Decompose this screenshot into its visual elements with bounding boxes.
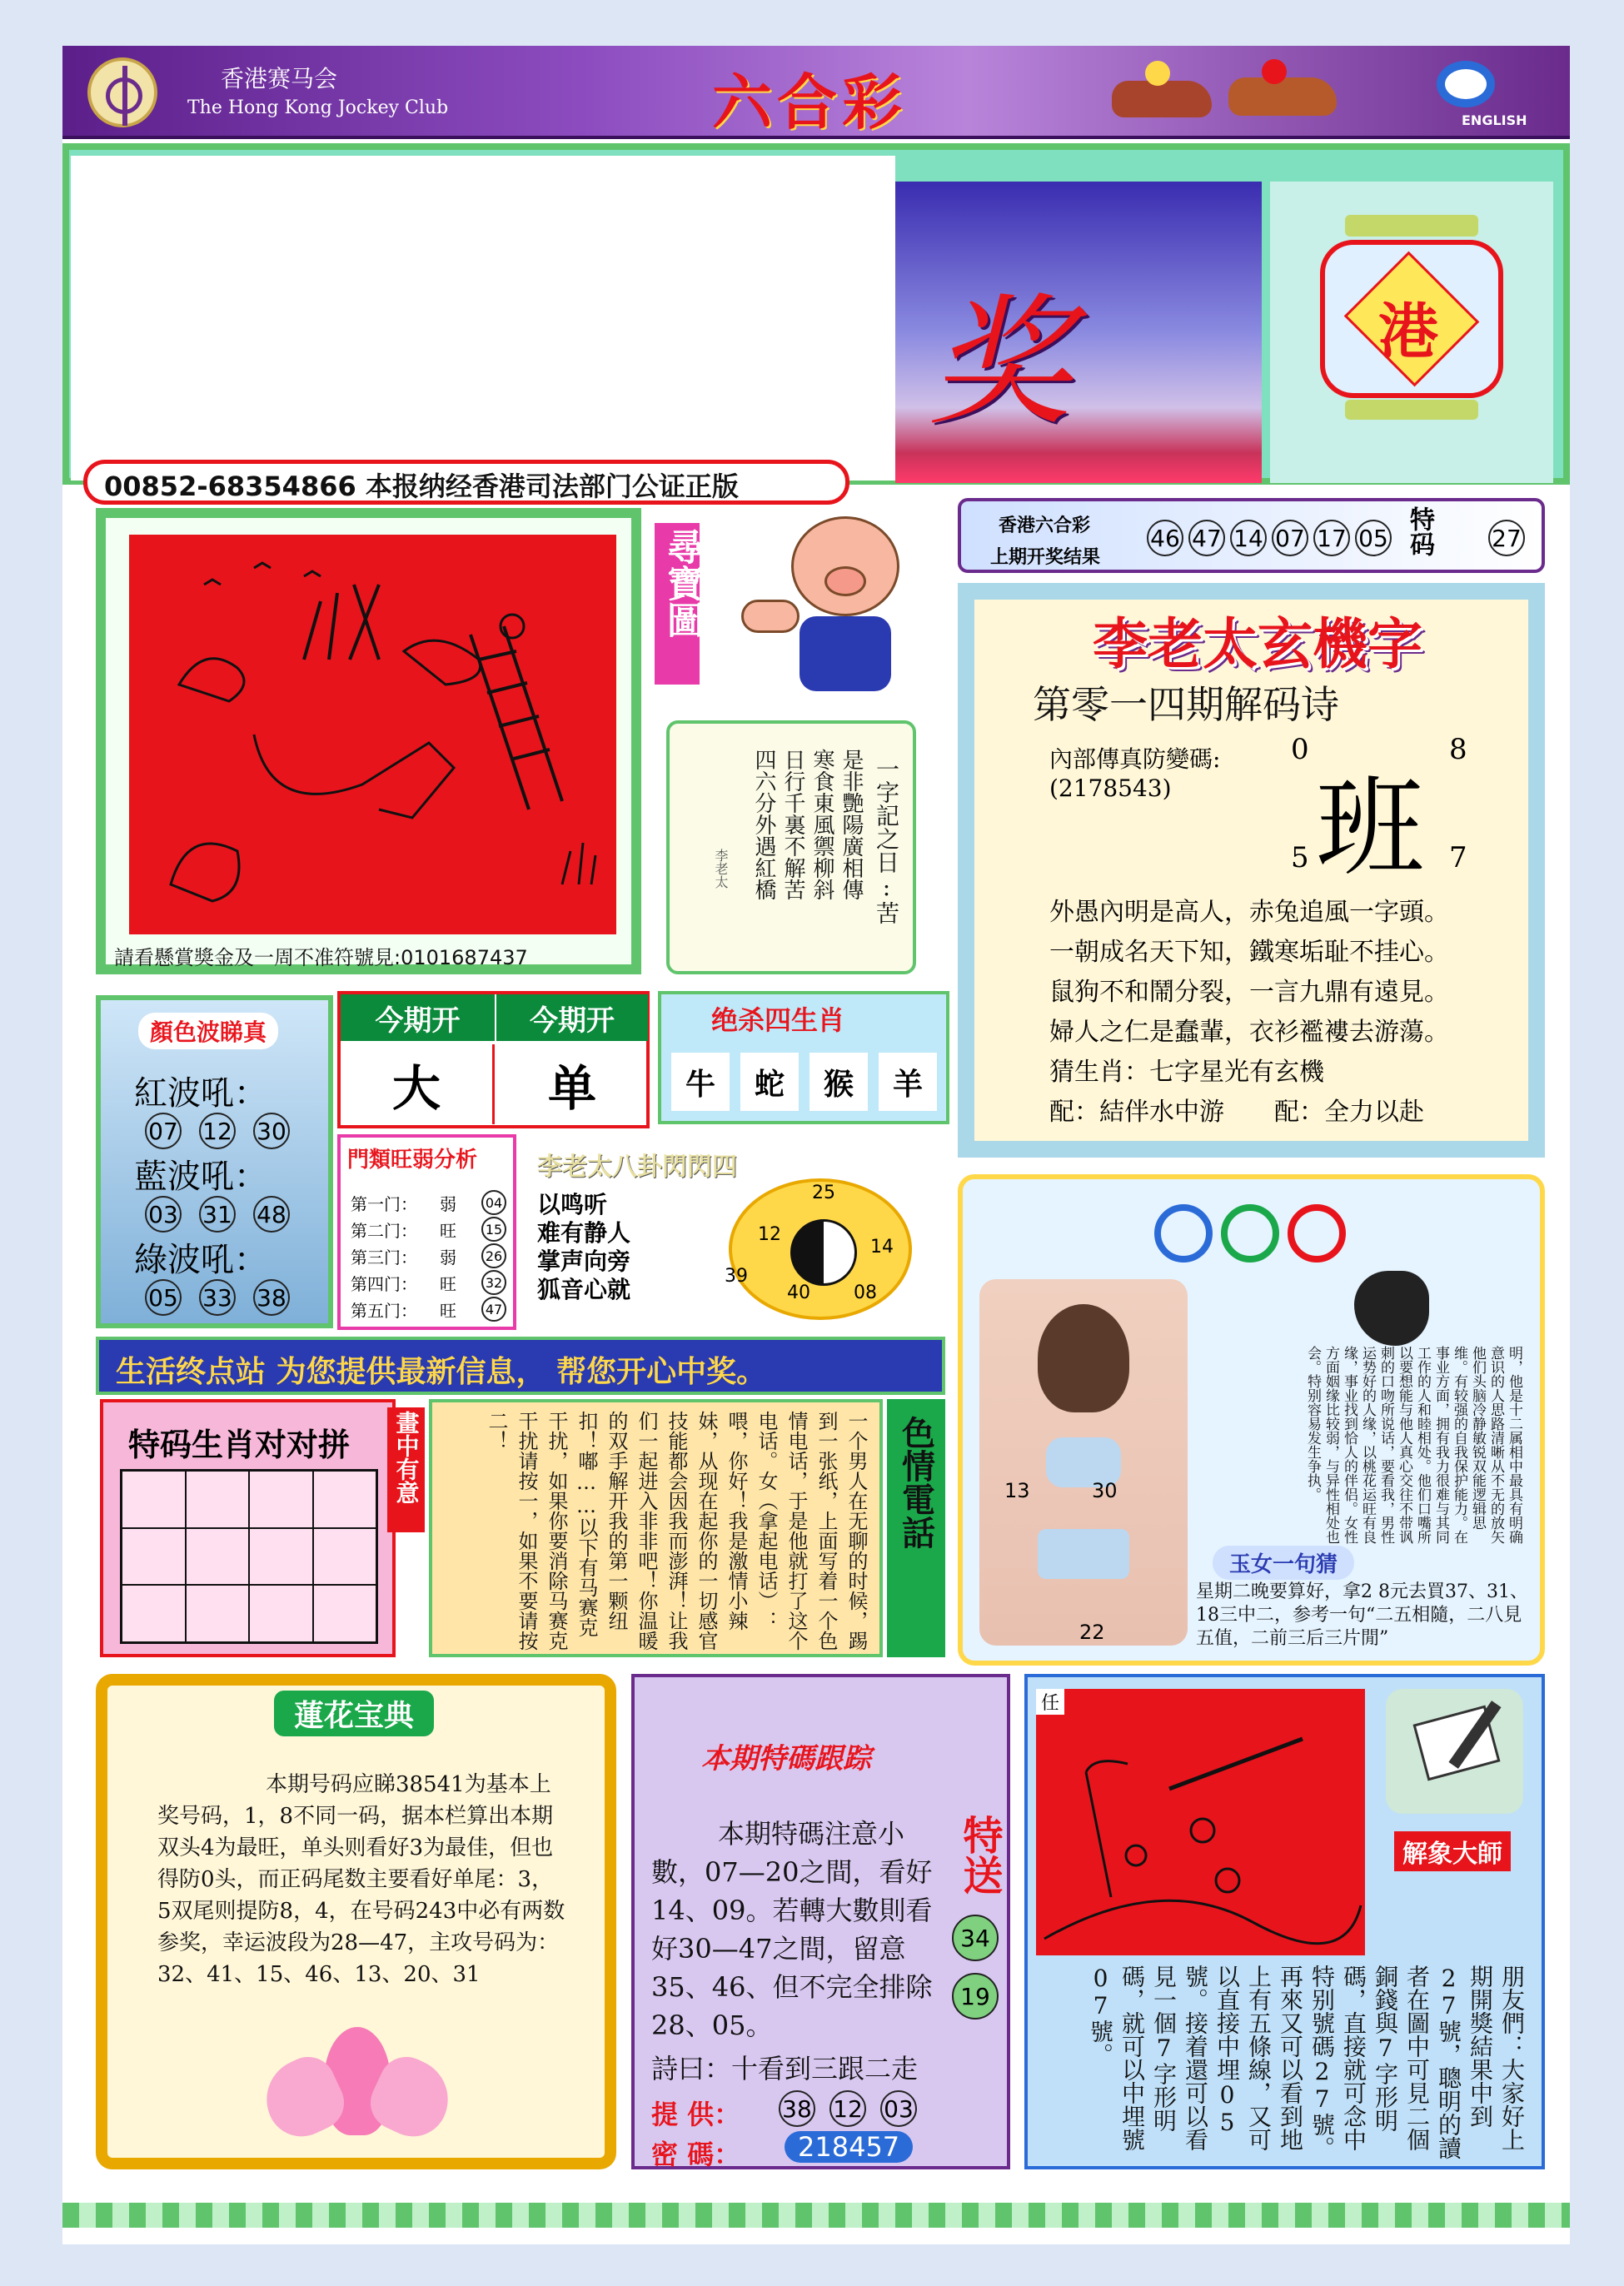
poem-line: 外愚內明是高人，赤兔追風一字頭。 [1049,898,1449,927]
club-name-en: The Hong Kong Jockey Club [187,97,449,118]
scroll-poem-1: 是非艷陽廣相傳 [839,749,864,900]
special-label: 特码 [1405,506,1434,556]
english-label: ENGLISH [1462,112,1527,128]
door-ball: 32 [481,1270,506,1295]
zodiac-guess: 猜生肖：七字星光有玄機 [1049,1058,1324,1087]
writing-hand-icon [1386,1689,1523,1814]
door-row [351,1296,509,1322]
results-label-1: 香港六合彩 [999,515,1091,536]
door-row [351,1216,509,1243]
life-station-text: 生活终点站 为您提供最新信息， 帮您开心中奖。 [116,1354,767,1389]
door-state: 弱 [440,1247,456,1268]
results-label-2: 上期开奖结果 [990,547,1101,568]
tracking-text: 本期特碼注意小數，07—20之間，看好14、09。若轉大數則看好30—47之間，留意35、46、但不完全排除28、05。 [651,1818,933,2041]
zodiac-cell [249,1585,313,1642]
wave-ball: 03 [145,1196,182,1233]
bagua-num: 39 [725,1266,748,1287]
wave-ball: 33 [199,1279,236,1316]
fax-number: (2178543) [1049,774,1172,802]
calligraphy-glyph: 奖 [929,281,1071,446]
header-bar [62,46,1570,139]
kill-zodiac-item: 猴 [810,1053,868,1111]
bagua-title: 李老太八卦閃閃四 [537,1153,737,1182]
english-button[interactable] [1412,54,1545,132]
mark-six-title: 六合彩 [712,67,908,137]
big-char: 班 [1316,764,1425,891]
result-ball: 17 [1313,520,1350,556]
zodiac-cell [186,1471,250,1528]
scroll-poem-4: 四六分外遇紅橋 [751,749,776,900]
wave-label: 藍波吼： [134,1158,267,1196]
door-row [351,1269,509,1296]
zodiac-cell [313,1528,377,1586]
master-text: 朋友們：大家好上期開獎結果中到27號，聰明的讀者在圖中可見二個銅錢與7字形明碼，直接就可念中特别號碼27號。再來又可以看到地上有五條線，又可以直接中埋05號。接着還可以看見一個7字形明碼，就可以中埋號07號。 [1087,1965,1526,2159]
lantern-panel [1270,182,1553,483]
zodiac-cell [186,1528,250,1586]
scroll-title: 一字記之日:苦 [873,757,900,924]
door-label: 第一门： [351,1193,417,1214]
tracking-side-label: 特送 [956,1815,1003,1895]
zodiac-grid-title: 特码生肖对对拼 [128,1426,351,1463]
bagua-line: 以鸣听 [537,1191,608,1218]
kill-zodiac-panel [658,991,949,1124]
bagua-num: 40 [787,1282,810,1303]
period-head-2: 今期开 [496,994,648,1041]
period-head-1: 今期开 [341,994,495,1041]
results-numbers [1144,520,1394,556]
life-station-bar [96,1337,945,1395]
poem-line: 婦人之仁是蠢輩，衣衫襤褸去游蕩。 [1049,1018,1449,1047]
fax-label: 內部傳真防變碼: [1049,745,1221,773]
hotline-strip [83,460,849,505]
door-rows [351,1189,509,1322]
corner-tr: 8 [1449,733,1467,766]
door-state: 旺 [440,1300,456,1321]
tag-num: 30 [1092,1479,1118,1502]
door-row [351,1189,509,1216]
zodiac-cell [122,1528,186,1586]
treasure-map-panel [96,508,641,974]
tracking-side-ball: 19 [952,1973,999,2020]
zodiac-cell [122,1471,186,1528]
door-state: 弱 [440,1193,456,1214]
kill-zodiac-item: 牛 [671,1053,730,1111]
pair-1: 配：結伴水中游 [1049,1098,1224,1127]
bottom-border [62,2203,1570,2228]
period-val-1: 大 [341,1044,495,1124]
treasure-title-column [652,520,702,687]
lotus-flower-icon [232,2019,482,2144]
bagua-num: 12 [758,1224,781,1245]
wave-label: 綠波吼： [134,1241,267,1279]
tag-num: 13 [1004,1479,1030,1502]
bagua-line: 掌声向旁 [537,1248,631,1275]
poem-line: 鼠狗不和鬧分裂，一言九鼎有遠見。 [1049,978,1449,1007]
beauty-panel [958,1174,1545,1666]
pig-mascot-icon [733,508,924,708]
door-label: 第三门： [351,1247,417,1268]
color-wave-panel [96,995,333,1328]
result-ball: 47 [1188,520,1225,556]
li-laotai-panel [958,583,1545,1158]
master-sketch [1036,1689,1365,1955]
lantern-badge: 港 [1378,296,1439,366]
corner-tag: 任 [1036,1689,1064,1715]
door-analysis-panel [337,1134,516,1330]
provide-ball: 38 [779,2090,815,2127]
treasure-footer: 請看懸賞獎金及一周不准符號見:0101687437 [114,946,528,969]
color-phone-panel [429,1399,883,1657]
lotus-text: 本期号码应睇38541为基本上奖号码，1，8不同一码，据本栏算出本期双头4为最旺，单头则看好3为最佳，但也得防0头，而正码尾数主要看好单尾：3，5双尾则提防8，4，在号码243中必有两数参奖，幸运波段为28—47，主攻号码为：32、41、15、46、13、20、31 [157,1772,565,1987]
wave-nums [142,1196,292,1233]
code-label: 密 碼： [651,2139,741,2170]
door-ball: 26 [481,1243,506,1268]
zodiac-cell [122,1585,186,1642]
color-phone-title: 色情電話 [896,1416,936,1549]
beauty-paragraph: 明，他是十二属相中最具有明确意识的人思路清晰从不无的放矢他们头脑冷静敏锐双能逻辑思维。有较强的自我保护能力。在事业方面，拥有我力很难与其同工作的人和睦相处。他们口嘴所以要想能与他人真心交往不带讽刺的口吻所说话，要看我，男性运势好的人缘，以桃花运旺有良缘，事业找到恰人的伴侣。女性方面姻缘比较弱，与异性相处也会。特别容易发生争执。 [1304,1346,1522,1544]
door-title: 門類旺弱分析 [347,1148,478,1173]
li-laotai-subtitle: 第零一四期解码诗 [1033,682,1339,727]
color-phone-text: 一个男人在无聊的时候，踢到一张纸，上面写着一个色情电话，于是他就打了这个电话。女（拿起电话）：喂，你好！我是激情小辣妹，从现在起你的一切感官技能都会因我而澎湃！让我们一起进入非非吧！你温暖的双手解开我的第一颗纽扣！嘟……以下有马赛克干扰，如果你要消除马赛克干扰请按一，如果不要请按二！ [485,1411,868,1651]
special-ball: 27 [1488,520,1525,556]
result-ball: 46 [1147,520,1183,556]
color-wave-title: 顏色波睇真 [138,1013,278,1049]
provide-nums [776,2090,919,2127]
treasure-drawing [129,535,616,934]
bagua-text [537,1191,630,1304]
corner-bl: 5 [1291,841,1309,874]
club-name-cn: 香港赛马会 [221,65,338,92]
wave-ball: 38 [253,1279,290,1316]
result-ball: 05 [1355,520,1392,556]
olympic-rings-icon [1154,1204,1354,1271]
wave-nums [142,1279,292,1316]
kill-zodiac-item: 蛇 [740,1053,799,1111]
zodiac-grid [120,1469,378,1644]
yin-yang-icon [790,1219,857,1286]
door-label: 第二门： [351,1220,417,1241]
jockey-club-logo-icon [87,57,157,127]
kill-zodiac-title: 绝杀四生肖 [711,1004,845,1036]
wave-ball: 48 [253,1196,290,1233]
master-panel [1024,1674,1545,2169]
li-laotai-title: 李老太玄機字 [1093,611,1422,676]
zodiac-cell [313,1585,377,1642]
bagua-panel [521,1141,949,1328]
wave-ball: 12 [199,1113,236,1149]
sky-image [895,182,1262,483]
provide-ball: 12 [829,2090,866,2127]
wave-label: 紅波吼： [134,1074,267,1113]
racehorse-icon [1095,56,1370,131]
period-val-2: 单 [547,1060,596,1117]
scroll-poem-2: 寒食東風禦柳斜 [810,749,834,900]
tag-num: 22 [1079,1621,1105,1644]
door-state: 旺 [440,1273,456,1294]
corner-tl: 0 [1291,733,1309,766]
zodiac-grid-panel [100,1399,396,1657]
master-title: 解象大師 [1394,1831,1511,1871]
hidden-ad-area [71,156,895,481]
wave-ball: 07 [145,1113,182,1149]
beauty-body: 星期二晚要算好，拿2 8元去買37、31、18三中二，参考一句“二五相隨，二八見五值，二前三后三片閒” [1196,1581,1528,1649]
tracking-panel [631,1674,1010,2169]
result-ball: 07 [1272,520,1308,556]
zodiac-cell [186,1585,250,1642]
master-drawing [1036,1689,1365,1955]
treasure-title: 尋寶圖 [660,528,703,638]
poem-scroll [666,720,916,974]
door-label: 第五门： [351,1300,417,1321]
corner-br: 7 [1449,841,1467,874]
scroll-poem-3: 日行千裏不解苦 [780,749,805,900]
bagua-num: 14 [870,1237,894,1258]
wave-ball: 05 [145,1279,182,1316]
bagua-num: 08 [854,1282,877,1303]
lantern-icon [1320,215,1503,423]
provide-label: 提 供： [651,2099,741,2130]
wave-ball: 30 [253,1113,290,1149]
wave-ball: 31 [199,1196,236,1233]
result-ball: 14 [1230,520,1267,556]
rooster-icon [1354,1271,1429,1346]
tracking-title: 本期特碼跟踪 [701,1742,871,1776]
beauty-title: 玉女一句猜 [1213,1546,1354,1580]
bagua-num: 25 [812,1183,835,1203]
zodiac-cell [249,1471,313,1528]
door-ball: 15 [481,1217,506,1242]
cat-ladder-sketch [129,535,616,934]
provide-ball: 03 [880,2090,917,2127]
zodiac-side-label [387,1407,425,1532]
tracking-poem: 詩曰：十看到三跟二走 [651,2053,919,2084]
door-ball: 47 [481,1297,506,1322]
door-row [351,1243,509,1269]
bagua-line: 难有静人 [537,1219,631,1247]
results-bar [958,498,1545,573]
pair-2: 配：全力以赴 [1274,1098,1424,1127]
zodiac-side-text: 畫中有意 [392,1411,421,1504]
lotus-title: 蓮花宝典 [274,1691,434,1736]
door-label: 第四门： [351,1273,417,1294]
poem-line: 一朝成名天下知，鐵寒垢耻不挂心。 [1049,938,1449,967]
kill-zodiac-item: 羊 [879,1053,937,1111]
zodiac-cell [313,1471,377,1528]
wave-nums [142,1113,292,1149]
english-logo-icon [1437,61,1495,107]
code-badge: 218457 [785,2131,913,2163]
scroll-signature: 李老太 [713,849,729,889]
color-phone-title-column [887,1399,945,1657]
zodiac-cell [249,1528,313,1586]
bagua-line: 狐音心就 [537,1276,631,1303]
tracking-side-ball: 34 [952,1915,999,1961]
this-period-panel [337,991,650,1128]
door-ball: 04 [481,1190,506,1215]
hotline-text: 00852-68354866 本报纳经香港司法部门公证正版 [104,471,739,502]
door-state: 旺 [440,1220,456,1241]
lotus-panel [96,1674,616,2169]
